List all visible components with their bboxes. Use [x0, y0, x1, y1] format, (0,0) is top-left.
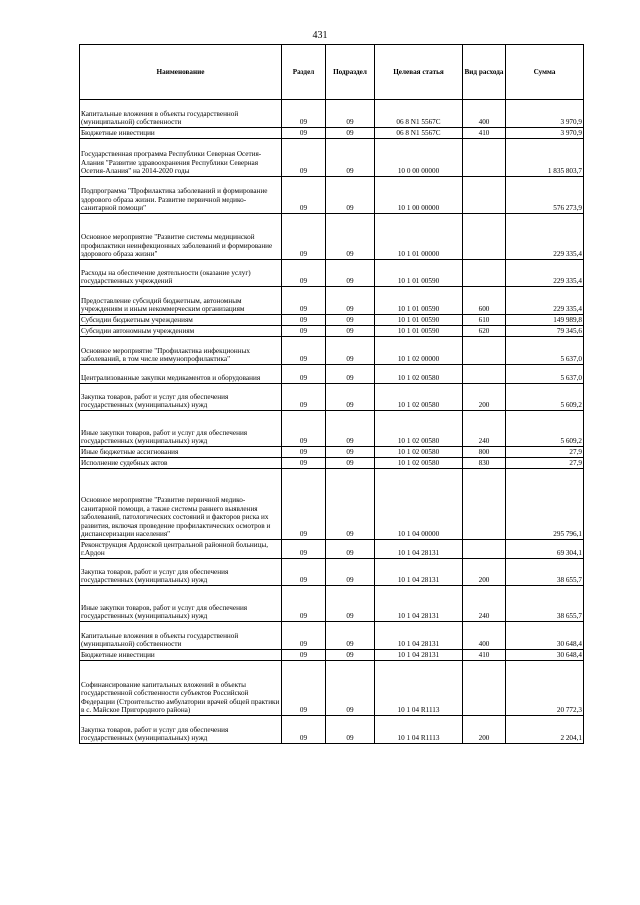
- cell-celevaya: 10 1 01 00590: [375, 287, 463, 315]
- table-row: [80, 559, 584, 586]
- cell-podrazdel: 09: [326, 716, 375, 744]
- cell-podrazdel: 09: [326, 326, 375, 337]
- cell-razdel: 09: [282, 260, 326, 287]
- table-row: [80, 469, 584, 540]
- cell-vid: [463, 139, 506, 177]
- cell-razdel: 09: [282, 337, 326, 365]
- header-razdel: Раздел: [282, 45, 326, 100]
- cell-celevaya: 10 1 04 R1113: [375, 716, 463, 744]
- header-podrazdel: Подраздел: [326, 45, 375, 100]
- cell-celevaya: 10 1 02 00580: [375, 384, 463, 411]
- cell-vid: [463, 177, 506, 214]
- cell-razdel: 09: [282, 540, 326, 559]
- cell-summa: 149 989,8: [506, 315, 584, 326]
- cell-celevaya: 10 1 02 00580: [375, 411, 463, 447]
- cell-podrazdel: 09: [326, 177, 375, 214]
- cell-name: Закупка товаров, работ и услуг для обеспечения государственных (муниципальных) нужд: [80, 384, 282, 411]
- table-row: [80, 315, 584, 326]
- cell-razdel: 09: [282, 315, 326, 326]
- cell-celevaya: 10 1 02 00580: [375, 447, 463, 458]
- cell-vid: 800: [463, 447, 506, 458]
- cell-summa: 576 273,9: [506, 177, 584, 214]
- cell-name: Иные бюджетные ассигнования: [80, 447, 282, 458]
- cell-summa: 30 648,4: [506, 650, 584, 661]
- cell-razdel: 09: [282, 384, 326, 411]
- cell-summa: 27,9: [506, 458, 584, 469]
- cell-vid: 600: [463, 287, 506, 315]
- table-row: [80, 365, 584, 384]
- cell-podrazdel: 09: [326, 337, 375, 365]
- cell-summa: 30 648,4: [506, 622, 584, 650]
- cell-podrazdel: 09: [326, 458, 375, 469]
- cell-podrazdel: 09: [326, 411, 375, 447]
- cell-celevaya: 10 1 04 28131: [375, 540, 463, 559]
- cell-summa: 2 204,1: [506, 716, 584, 744]
- cell-name: Предоставление субсидий бюджетным, автономным учреждениям и иным некоммерческим организациям: [80, 287, 282, 315]
- table-row: [80, 260, 584, 287]
- cell-summa: 38 655,7: [506, 559, 584, 586]
- cell-vid: 200: [463, 384, 506, 411]
- cell-podrazdel: 09: [326, 469, 375, 540]
- cell-celevaya: 10 1 01 00590: [375, 315, 463, 326]
- cell-name: Иные закупки товаров, работ и услуг для обеспечения государственных (муниципальных) нужд: [80, 411, 282, 447]
- cell-summa: 3 970,9: [506, 128, 584, 139]
- cell-podrazdel: 09: [326, 315, 375, 326]
- cell-summa: 229 335,4: [506, 287, 584, 315]
- cell-razdel: 09: [282, 287, 326, 315]
- cell-razdel: 09: [282, 469, 326, 540]
- cell-name: Расходы на обеспечение деятельности (оказание услуг) государственных учреждений: [80, 260, 282, 287]
- cell-podrazdel: 09: [326, 100, 375, 128]
- cell-razdel: 09: [282, 447, 326, 458]
- page-number: 431: [312, 30, 328, 41]
- cell-podrazdel: 09: [326, 559, 375, 586]
- cell-summa: 79 345,6: [506, 326, 584, 337]
- cell-name: Государственная программа Республики Северная Осетия-Алания "Развитие здравоохранения Республики Северная Осетия-Алания" на 2014-2020 годы: [80, 139, 282, 177]
- cell-vid: 240: [463, 411, 506, 447]
- cell-razdel: 09: [282, 139, 326, 177]
- table-row: [80, 100, 584, 128]
- cell-vid: 410: [463, 650, 506, 661]
- table-row: [80, 384, 584, 411]
- cell-razdel: 09: [282, 411, 326, 447]
- table-row: [80, 716, 584, 744]
- cell-celevaya: 10 1 01 00590: [375, 260, 463, 287]
- cell-razdel: 09: [282, 326, 326, 337]
- cell-podrazdel: 09: [326, 586, 375, 622]
- cell-podrazdel: 09: [326, 214, 375, 260]
- cell-celevaya: 10 1 00 00000: [375, 177, 463, 214]
- cell-name: Бюджетные инвестиции: [80, 650, 282, 661]
- cell-name: Подпрограмма "Профилактика заболеваний и формирование здорового образа жизни. Развитие первичной медико-санитарной помощи": [80, 177, 282, 214]
- cell-podrazdel: 09: [326, 447, 375, 458]
- cell-summa: 38 655,7: [506, 586, 584, 622]
- cell-summa: 1 835 803,7: [506, 139, 584, 177]
- table-row: [80, 447, 584, 458]
- cell-name: Основное мероприятие "Профилактика инфекционных заболеваний, в том числе иммунопрофилактика": [80, 337, 282, 365]
- cell-vid: [463, 214, 506, 260]
- cell-celevaya: 10 1 02 00000: [375, 337, 463, 365]
- cell-podrazdel: 09: [326, 287, 375, 315]
- cell-celevaya: 10 1 04 28131: [375, 559, 463, 586]
- cell-summa: 5 609,2: [506, 384, 584, 411]
- cell-podrazdel: 09: [326, 139, 375, 177]
- table-row: [80, 326, 584, 337]
- table-row: [80, 661, 584, 716]
- table-row: [80, 586, 584, 622]
- cell-summa: 20 772,3: [506, 661, 584, 716]
- cell-name: Капитальные вложения в объекты государственной (муниципальной) собственности: [80, 100, 282, 128]
- cell-celevaya: 10 1 04 00000: [375, 469, 463, 540]
- cell-razdel: 09: [282, 177, 326, 214]
- cell-podrazdel: 09: [326, 622, 375, 650]
- table-row: [80, 128, 584, 139]
- table-row: [80, 650, 584, 661]
- cell-summa: 5 637,0: [506, 365, 584, 384]
- cell-summa: 295 796,1: [506, 469, 584, 540]
- cell-summa: 69 304,1: [506, 540, 584, 559]
- cell-vid: [463, 337, 506, 365]
- cell-razdel: 09: [282, 716, 326, 744]
- table-row: [80, 287, 584, 315]
- cell-vid: 620: [463, 326, 506, 337]
- cell-razdel: 09: [282, 128, 326, 139]
- cell-name: Централизованные закупки медикаментов и оборудования: [80, 365, 282, 384]
- cell-podrazdel: 09: [326, 540, 375, 559]
- cell-summa: 5 609,2: [506, 411, 584, 447]
- header-vid: Вид расхода: [463, 45, 506, 100]
- cell-name: Исполнение судебных актов: [80, 458, 282, 469]
- cell-vid: 830: [463, 458, 506, 469]
- cell-razdel: 09: [282, 622, 326, 650]
- cell-podrazdel: 09: [326, 260, 375, 287]
- cell-razdel: 09: [282, 214, 326, 260]
- cell-razdel: 09: [282, 661, 326, 716]
- cell-celevaya: 10 1 02 00580: [375, 365, 463, 384]
- cell-razdel: 09: [282, 365, 326, 384]
- cell-razdel: 09: [282, 458, 326, 469]
- cell-razdel: 09: [282, 559, 326, 586]
- cell-vid: 200: [463, 716, 506, 744]
- cell-vid: 400: [463, 100, 506, 128]
- cell-vid: 410: [463, 128, 506, 139]
- cell-name: Софинансирование капитальных вложений в объекты государственной собственности субъектов Российской Федерации (Строительство амбулатории врачей общей практики в с. Майское Пригородного района): [80, 661, 282, 716]
- cell-razdel: 09: [282, 586, 326, 622]
- header-celevaya: Целевая статья: [375, 45, 463, 100]
- cell-name: Бюджетные инвестиции: [80, 128, 282, 139]
- cell-celevaya: 06 8 N1 5567С: [375, 100, 463, 128]
- cell-celevaya: 10 1 04 28131: [375, 650, 463, 661]
- table-row: [80, 214, 584, 260]
- cell-vid: [463, 365, 506, 384]
- cell-razdel: 09: [282, 650, 326, 661]
- cell-celevaya: 10 1 04 28131: [375, 586, 463, 622]
- table-row: [80, 139, 584, 177]
- cell-name: Капитальные вложения в объекты государственной (муниципальной) собственности: [80, 622, 282, 650]
- cell-celevaya: 06 8 N1 5567С: [375, 128, 463, 139]
- header-name: Наименование: [80, 45, 282, 100]
- cell-celevaya: 10 1 04 28131: [375, 622, 463, 650]
- budget-table: [79, 44, 584, 744]
- cell-name: Реконструкция Ардонской центральной районной больницы, г.Ардон: [80, 540, 282, 559]
- cell-vid: [463, 469, 506, 540]
- cell-name: Основное мероприятие "Развитие системы медицинской профилактики неинфекционных заболеваний и формирование здорового образа жизни": [80, 214, 282, 260]
- cell-name: Основное мероприятие "Развитие первичной медико-санитарной помощи, а также системы раннего выявления заболеваний, патологических состояний и факторов риска их развития, включая проведение профилактических осмотров и диспансеризации населения": [80, 469, 282, 540]
- cell-summa: 5 637,0: [506, 337, 584, 365]
- cell-vid: [463, 540, 506, 559]
- cell-name: Закупка товаров, работ и услуг для обеспечения государственных (муниципальных) нужд: [80, 716, 282, 744]
- cell-vid: 400: [463, 622, 506, 650]
- header-summa: Сумма: [506, 45, 584, 100]
- cell-celevaya: 10 1 02 00580: [375, 458, 463, 469]
- cell-name: Иные закупки товаров, работ и услуг для обеспечения государственных (муниципальных) нужд: [80, 586, 282, 622]
- cell-name: Закупка товаров, работ и услуг для обеспечения государственных (муниципальных) нужд: [80, 559, 282, 586]
- table-row: [80, 337, 584, 365]
- cell-vid: [463, 661, 506, 716]
- cell-vid: 610: [463, 315, 506, 326]
- cell-vid: 200: [463, 559, 506, 586]
- cell-summa: 229 335,4: [506, 260, 584, 287]
- cell-celevaya: 10 0 00 00000: [375, 139, 463, 177]
- cell-name: Субсидии бюджетным учреждениям: [80, 315, 282, 326]
- table-row: [80, 540, 584, 559]
- cell-summa: 229 335,4: [506, 214, 584, 260]
- cell-podrazdel: 09: [326, 365, 375, 384]
- cell-celevaya: 10 1 01 00000: [375, 214, 463, 260]
- cell-celevaya: 10 1 04 R1113: [375, 661, 463, 716]
- cell-podrazdel: 09: [326, 384, 375, 411]
- table-row: [80, 411, 584, 447]
- cell-celevaya: 10 1 01 00590: [375, 326, 463, 337]
- cell-razdel: 09: [282, 100, 326, 128]
- cell-podrazdel: 09: [326, 650, 375, 661]
- cell-summa: 3 970,9: [506, 100, 584, 128]
- cell-name: Субсидии автономным учреждениям: [80, 326, 282, 337]
- table-row: [80, 622, 584, 650]
- cell-vid: 240: [463, 586, 506, 622]
- cell-vid: [463, 260, 506, 287]
- cell-podrazdel: 09: [326, 661, 375, 716]
- table-header-row: [80, 45, 584, 100]
- table-row: [80, 177, 584, 214]
- cell-summa: 27,9: [506, 447, 584, 458]
- cell-podrazdel: 09: [326, 128, 375, 139]
- table-row: [80, 458, 584, 469]
